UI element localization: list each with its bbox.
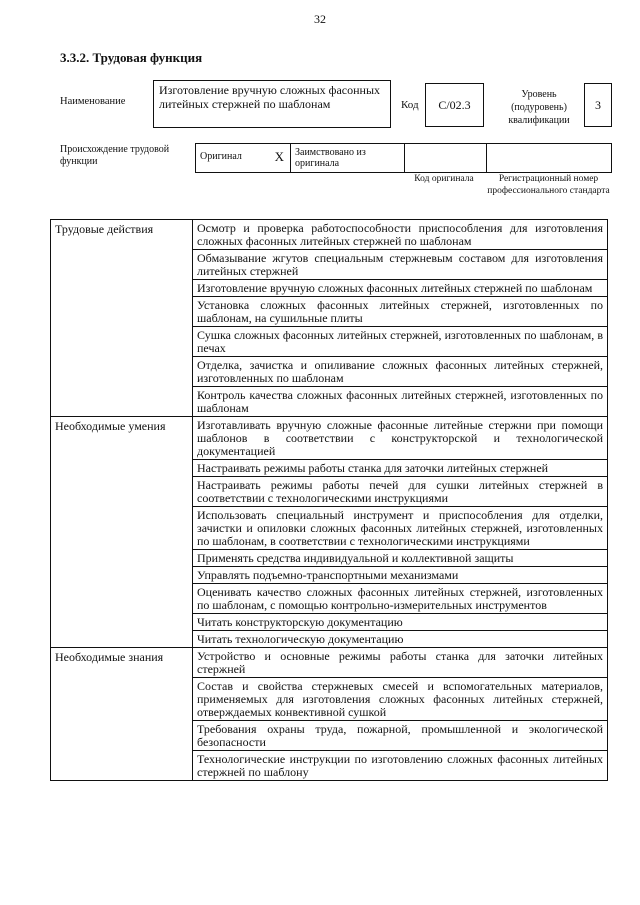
page-number: 32 — [314, 12, 326, 26]
table-row — [51, 220, 608, 250]
section-item: Осмотр и проверка работоспособности приспособления для изготовления сложных фасонных литейных стержней по шаблонам — [193, 220, 608, 250]
code-original-caption: Код оригинала — [414, 174, 474, 184]
section-item: Технологические инструкции по изготовлению сложных фасонных литейных стержней по шаблону — [193, 751, 608, 781]
original-mark: X — [274, 149, 284, 164]
section-item: Обмазывание жгутов специальным стержневым составом для изготовления литейных стержней — [193, 250, 608, 280]
section-item: Сушка сложных фасонных литейных стержней, изготовленных по шаблонам, в печах — [193, 327, 608, 357]
section-item: Применять средства индивидуальной и коллективной защиты — [193, 550, 608, 567]
registration-number-caption: Регистрационный номер профессионального стандарта — [487, 174, 610, 196]
section-item: Требования охраны труда, пожарной, промышленной и экологической безопасности — [193, 721, 608, 751]
section-item: Установка сложных фасонных литейных стержней, изготовленных по шаблонам, на сушильные плиты — [193, 297, 608, 327]
original-label: Оригинал — [200, 151, 242, 162]
labor-function-table — [50, 219, 608, 781]
section-item: Состав и свойства стержневых смесей и вспомогательных материалов, применяемых для изготовления сложных фасонных литейных стержней, отверждаемых конвективной сушкой — [193, 678, 608, 721]
section-item: Изготавливать вручную сложные фасонные литейные стержни при помощи шаблонов в соответствии с конструкторской и технологической документацией — [193, 417, 608, 460]
table-row — [51, 648, 608, 678]
name-value-box: Изготовление вручную сложных фасонных литейных стержней по шаблонам — [153, 80, 391, 128]
section-item: Устройство и основные режимы работы станка для заточки литейных стержней — [193, 648, 608, 678]
origin-table — [195, 143, 612, 173]
section-item: Читать конструкторскую документацию — [193, 614, 608, 631]
code-value-box: С/02.3 — [425, 83, 484, 127]
section-item: Изготовление вручную сложных фасонных литейных стержней по шаблонам — [193, 280, 608, 297]
section-item: Управлять подъемно-транспортными механизмами — [193, 567, 608, 584]
section-item: Использовать специальный инструмент и приспособления для отделки, зачистки и опиловки сложных фасонных литейных стержней, изготовленных по шаблонам, в соответствии с технологическими инструкциями — [193, 507, 608, 550]
level-label: Уровень (подуровень) квалификации — [508, 89, 570, 126]
code-label: Код — [401, 99, 419, 111]
section-item: Настраивать режимы работы станка для заточки литейных стержней — [193, 460, 608, 477]
table-row — [51, 417, 608, 460]
origin-code-cell — [405, 144, 487, 173]
level-value-box: 3 — [584, 83, 612, 127]
origin-label: Происхождение трудовой функции — [60, 144, 170, 167]
registration-number-cell — [487, 144, 612, 173]
section-category: Необходимые умения — [51, 417, 193, 648]
original-cell — [196, 144, 291, 173]
section-category: Трудовые действия — [51, 220, 193, 417]
section-item: Контроль качества сложных фасонных литейных стержней, изготовленных по шаблонам — [193, 387, 608, 417]
section-item: Отделка, зачистка и опиливание сложных фасонных литейных стержней, изготовленных по шаблонам — [193, 357, 608, 387]
section-item: Настраивать режимы работы печей для сушки литейных стержней в соответствии с технологическими инструкциями — [193, 477, 608, 507]
section-category: Необходимые знания — [51, 648, 193, 781]
section-title: 3.3.2. Трудовая функция — [60, 50, 203, 65]
section-item: Оценивать качество сложных фасонных литейных стержней, изготовленных по шаблонам, с помощью контрольно-измерительных инструментов — [193, 584, 608, 614]
name-label: Наименование — [60, 96, 126, 107]
section-item: Читать технологическую документацию — [193, 631, 608, 648]
borrowed-cell: Заимствовано из оригинала — [291, 144, 405, 173]
